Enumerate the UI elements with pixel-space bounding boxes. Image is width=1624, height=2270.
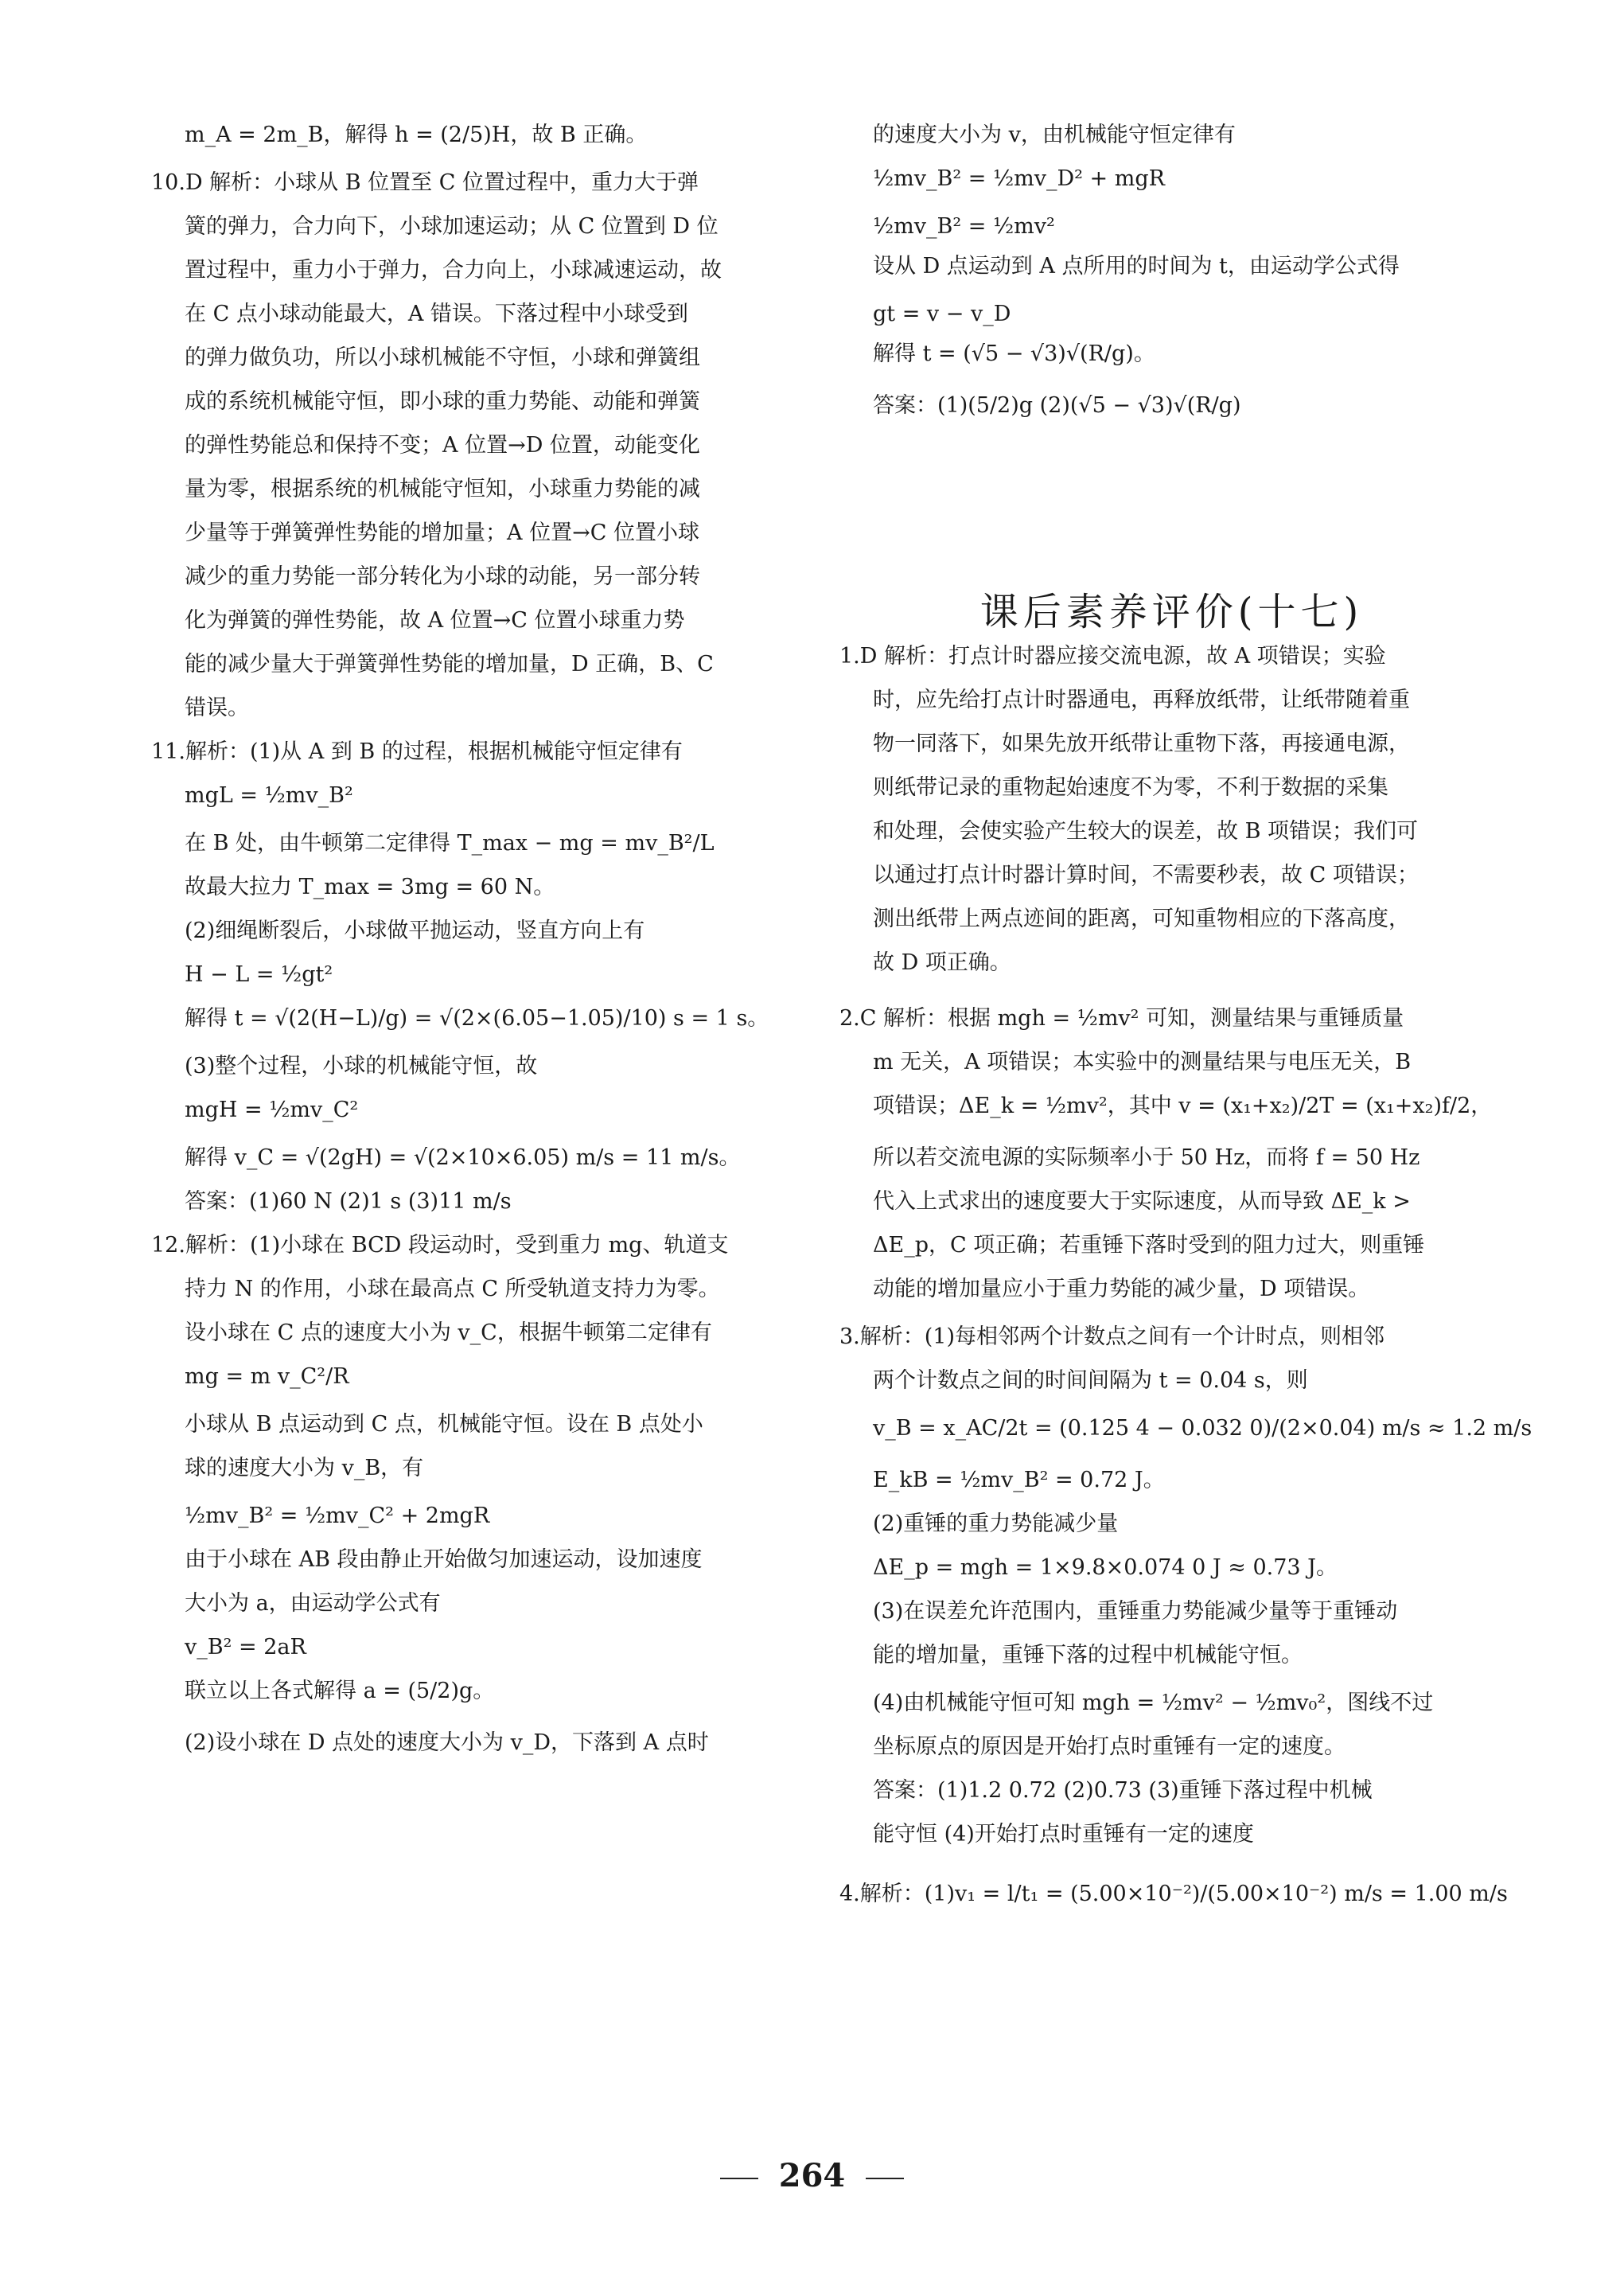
- left-line: 11.解析：(1)从 A 到 B 的过程，根据机械能守恒定律有: [151, 739, 683, 764]
- left-line: 量为零，根据系统的机械能守恒知，小球重力势能的减: [185, 477, 700, 501]
- right-line: 时，应先给打点计时器通电，再释放纸带，让纸带随着重: [873, 688, 1410, 712]
- right-line: 答案：(1)1.2 0.72 (2)0.73 (3)重锤下落过程中机械: [873, 1778, 1373, 1803]
- right-line: 物一同落下，如果先放开纸带让重物下落，再接通电源，: [873, 731, 1410, 756]
- right-line: 1.D 解析：打点计时器应接交流电源，故 A 项错误；实验: [839, 644, 1386, 669]
- right-line: 测出纸带上两点迹间的距离，可知重物相应的下落高度，: [873, 907, 1410, 931]
- right-line: 能的增加量，重锤下落的过程中机械能守恒。: [873, 1643, 1303, 1667]
- right-line: 和处理，会使实验产生较大的误差，故 B 项错误；我们可: [873, 819, 1419, 844]
- right-line: ½mv_B² = ½mv_D² + mgR: [873, 166, 1165, 191]
- right-line: gt = v − v_D: [873, 302, 1011, 326]
- right-line: 的速度大小为 v，由机械能守恒定律有: [873, 123, 1236, 147]
- right-line: 代入上式求出的速度要大于实际速度，从而导致 ΔE_k >: [873, 1189, 1411, 1214]
- right-line: 动能的增加量应小于重力势能的减少量，D 项错误。: [873, 1277, 1370, 1301]
- left-line: 故最大拉力 T_max = 3mg = 60 N。: [185, 875, 555, 899]
- left-line: 10.D 解析：小球从 B 位置至 C 位置过程中，重力大于弹: [151, 170, 699, 195]
- left-line: 簧的弹力，合力向下，小球加速运动；从 C 位置到 D 位: [185, 214, 719, 239]
- left-line: 球的速度大小为 v_B，有: [185, 1456, 424, 1480]
- left-line: mgH = ½mv_C²: [185, 1098, 359, 1122]
- left-line: 减少的重力势能一部分转化为小球的动能，另一部分转: [185, 564, 700, 589]
- left-line: m_A = 2m_B，解得 h = (2/5)H，故 B 正确。: [185, 123, 648, 147]
- right-line: 两个计数点之间的时间间隔为 t = 0.04 s，则: [873, 1368, 1308, 1393]
- right-line: 坐标原点的原因是开始打点时重锤有一定的速度。: [873, 1734, 1346, 1759]
- footer-dash-left: [720, 2178, 758, 2179]
- left-line: (2)设小球在 D 点处的速度大小为 v_D，下落到 A 点时: [185, 1730, 709, 1755]
- left-line: 设小球在 C 点的速度大小为 v_C，根据牛顿第二定律有: [185, 1320, 712, 1345]
- right-line: 以通过打点计时器计算时间，不需要秒表，故 C 项错误；: [873, 863, 1419, 887]
- left-line: 答案：(1)60 N (2)1 s (3)11 m/s: [185, 1189, 512, 1214]
- left-line: H − L = ½gt²: [185, 962, 333, 987]
- left-line: 成的系统机械能守恒，即小球的重力势能、动能和弹簧: [185, 389, 700, 414]
- right-line: 3.解析：(1)每相邻两个计数点之间有一个计时点，则相邻: [839, 1324, 1385, 1349]
- left-line: 12.解析：(1)小球在 BCD 段运动时，受到重力 mg、轨道支: [151, 1233, 729, 1258]
- left-line: 在 C 点小球动能最大，A 错误。下落过程中小球受到: [185, 302, 688, 326]
- right-line: 4.解析：(1)v₁ = l/t₁ = (5.00×10⁻²)/(5.00×10⁻²) m/s = 1.00 m/s: [839, 1882, 1508, 1906]
- right-line: (2)重锤的重力势能减少量: [873, 1511, 1119, 1536]
- left-line: 大小为 a，由运动学公式有: [185, 1591, 441, 1616]
- right-line: ½mv_B² = ½mv²: [873, 214, 1055, 239]
- left-line: ½mv_B² = ½mv_C² + 2mgR: [185, 1504, 490, 1528]
- left-line: 化为弹簧的弹性势能，故 A 位置→C 位置小球重力势: [185, 608, 685, 633]
- left-line: 小球从 B 点运动到 C 点，机械能守恒。设在 B 点处小: [185, 1412, 703, 1437]
- right-line: 则纸带记录的重物起始速度不为零，不利于数据的采集: [873, 775, 1388, 800]
- section-heading: 课后素养评价(十七): [979, 590, 1364, 634]
- left-line: 少量等于弹簧弹性势能的增加量；A 位置→C 位置小球: [185, 521, 699, 545]
- right-line: (4)由机械能守恒可知 mgh = ½mv² − ½mv₀²，图线不过: [873, 1691, 1434, 1715]
- left-line: 持力 N 的作用，小球在最高点 C 所受轨道支持力为零。: [185, 1277, 720, 1301]
- left-line: 的弹性势能总和保持不变；A 位置→D 位置，动能变化: [185, 433, 700, 458]
- right-line: 答案：(1)(5/2)g (2)(√5 − √3)√(R/g): [873, 393, 1241, 418]
- right-line: 设从 D 点运动到 A 点所用的时间为 t，由运动学公式得: [873, 254, 1400, 279]
- left-line: (2)细绳断裂后，小球做平抛运动，竖直方向上有: [185, 919, 645, 943]
- left-line: 置过程中，重力小于弹力，合力向上，小球减速运动，故: [185, 258, 722, 283]
- left-line: 错误。: [185, 696, 249, 720]
- right-line: v_B = x_AC/2t = (0.125 4 − 0.032 0)/(2×0.04) m/s ≈ 1.2 m/s: [873, 1416, 1532, 1441]
- left-line: 解得 v_C = √(2gH) = √(2×10×6.05) m/s = 11 m/s。: [185, 1145, 741, 1170]
- page-number: 264: [778, 2157, 846, 2194]
- footer-dash-right: [866, 2178, 904, 2179]
- right-line: 项错误；ΔE_k = ½mv²，其中 v = (x₁+x₂)/2T = (x₁+x₂)f/2，: [873, 1094, 1493, 1118]
- right-line: 能守恒 (4)开始打点时重锤有一定的速度: [873, 1822, 1254, 1847]
- left-line: v_B² = 2aR: [185, 1635, 306, 1660]
- right-line: 2.C 解析：根据 mgh = ½mv² 可知，测量结果与重锤质量: [839, 1006, 1404, 1031]
- left-line: (3)整个过程，小球的机械能守恒，故: [185, 1054, 538, 1078]
- right-line: m 无关，A 项错误；本实验中的测量结果与电压无关，B: [873, 1050, 1412, 1075]
- left-line: mg = m v_C²/R: [185, 1364, 349, 1389]
- left-line: 解得 t = √(2(H−L)/g) = √(2×(6.05−1.05)/10) s = 1 s。: [185, 1006, 769, 1031]
- left-line: 在 B 处，由牛顿第二定律得 T_max − mg = mv_B²/L: [185, 831, 715, 856]
- left-line: 由于小球在 AB 段由静止开始做匀加速运动，设加速度: [185, 1547, 703, 1572]
- left-line: 能的减少量大于弹簧弹性势能的增加量，D 正确，B、C: [185, 652, 714, 677]
- right-line: 所以若交流电源的实际频率小于 50 Hz，而将 f = 50 Hz: [873, 1145, 1420, 1170]
- right-line: E_kB = ½mv_B² = 0.72 J。: [873, 1468, 1165, 1492]
- right-line: 故 D 项正确。: [873, 950, 1011, 975]
- page-footer: [0, 2157, 1624, 2194]
- left-line: 的弹力做负功，所以小球机械能不守恒，小球和弹簧组: [185, 345, 700, 370]
- right-line: 解得 t = (√5 − √3)√(R/g)。: [873, 341, 1155, 366]
- left-line: mgL = ½mv_B²: [185, 783, 353, 808]
- right-line: (3)在误差允许范围内，重锤重力势能减少量等于重锤动: [873, 1599, 1398, 1624]
- right-line: ΔE_p，C 项正确；若重锤下落时受到的阻力过大，则重锤: [873, 1233, 1425, 1258]
- right-line: ΔE_p = mgh = 1×9.8×0.074 0 J ≈ 0.73 J。: [873, 1555, 1338, 1580]
- left-line: 联立以上各式解得 a = (5/2)g。: [185, 1679, 495, 1703]
